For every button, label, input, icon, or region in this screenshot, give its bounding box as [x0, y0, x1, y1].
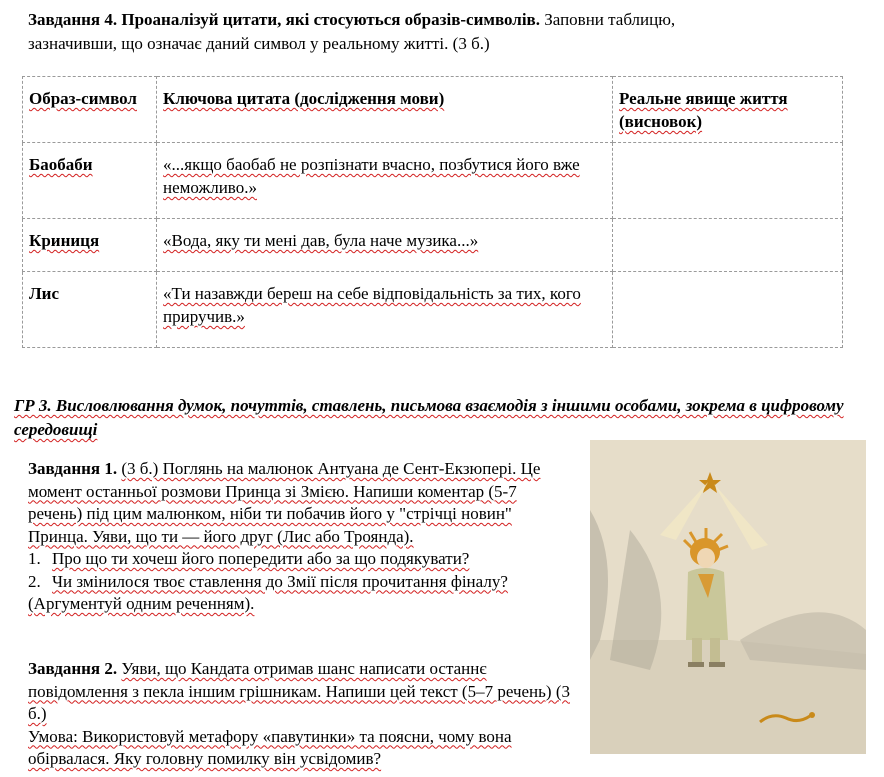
task1-text: (3 б.) Поглянь на малюнок Антуана де Сент-Екзюпері. Це момент останньої розмови Принца зі Змією. Напиши коментар (5-7 речень) під цим малюнком, ніби ти побачив його у "стрічці новин" Принца. Уяви, що ти — його друг (Лис або Троянда). — [28, 459, 541, 546]
table-row — [23, 272, 843, 348]
table-header-row — [23, 77, 843, 143]
task1-item-2-text: Чи змінилося твоє ставлення до Змії після прочитання фіналу? (Аргументуй одним реченням). — [28, 571, 508, 613]
row-symbol: Лис — [23, 272, 157, 348]
task2-text: Уяви, що Кандата отримав шанс написати останнє повідомлення з пекла іншим грішникам. Напиши цей текст (5–7 речень) (3 б.) — [28, 659, 570, 723]
task2-block — [28, 658, 573, 771]
task1-block — [28, 458, 563, 616]
task1-item-2-num: 2. — [28, 571, 41, 591]
table-row — [23, 219, 843, 272]
task4-header — [28, 8, 848, 56]
table-row — [23, 143, 843, 219]
row-quote: «Вода, яку ти мені дав, була наче музика...» — [157, 219, 613, 272]
answer-cell[interactable] — [613, 219, 843, 272]
task4-instruction-1: Заповни таблицю, — [544, 10, 676, 29]
row-quote: «Ти назавжди береш на себе відповідальність за тих, кого приручив.» — [157, 272, 613, 348]
task4-instruction-2: зазначивши, що означає даний символ у реальному житті. (3 б.) — [28, 34, 490, 53]
task1-item-2 — [28, 571, 563, 616]
illustration-svg — [590, 440, 866, 754]
task1-label: Завдання 1. — [28, 459, 118, 478]
row-symbol: Криниця — [23, 219, 157, 272]
answer-cell[interactable] — [613, 272, 843, 348]
quotes-table — [22, 76, 843, 348]
header-quote: Ключова цитата (дослідження мови) — [157, 77, 613, 143]
header-answer: Реальне явище життя (висновок) — [613, 77, 843, 143]
little-prince-illustration — [590, 440, 866, 754]
row-symbol: Баобаби — [23, 143, 157, 219]
task2-condition: Умова: Використовуй метафору «павутинки» та поясни, чому вона обірвалася. Яку головну помилку він усвідомив? — [28, 726, 512, 768]
row-quote: «...якщо баобаб не розпізнати вчасно, позбутися його вже неможливо.» — [157, 143, 613, 219]
task2-label: Завдання 2. — [28, 659, 118, 678]
task4-title: Завдання 4. Проаналізуй цитати, які стосуються образів-символів. — [28, 10, 540, 29]
task1-item-1-num: 1. — [28, 549, 41, 568]
answer-cell[interactable] — [613, 143, 843, 219]
header-symbol: Образ-символ — [23, 77, 157, 143]
gr3-title: ГР 3. Висловлювання думок, почуттів, ставлень, письмова взаємодія з іншими особами, зокрема в цифровому середовищі — [14, 396, 844, 439]
task1-item-1 — [28, 548, 563, 571]
task1-item-1-text: Про що ти хочеш його попередити або за що подякувати? — [52, 549, 470, 568]
